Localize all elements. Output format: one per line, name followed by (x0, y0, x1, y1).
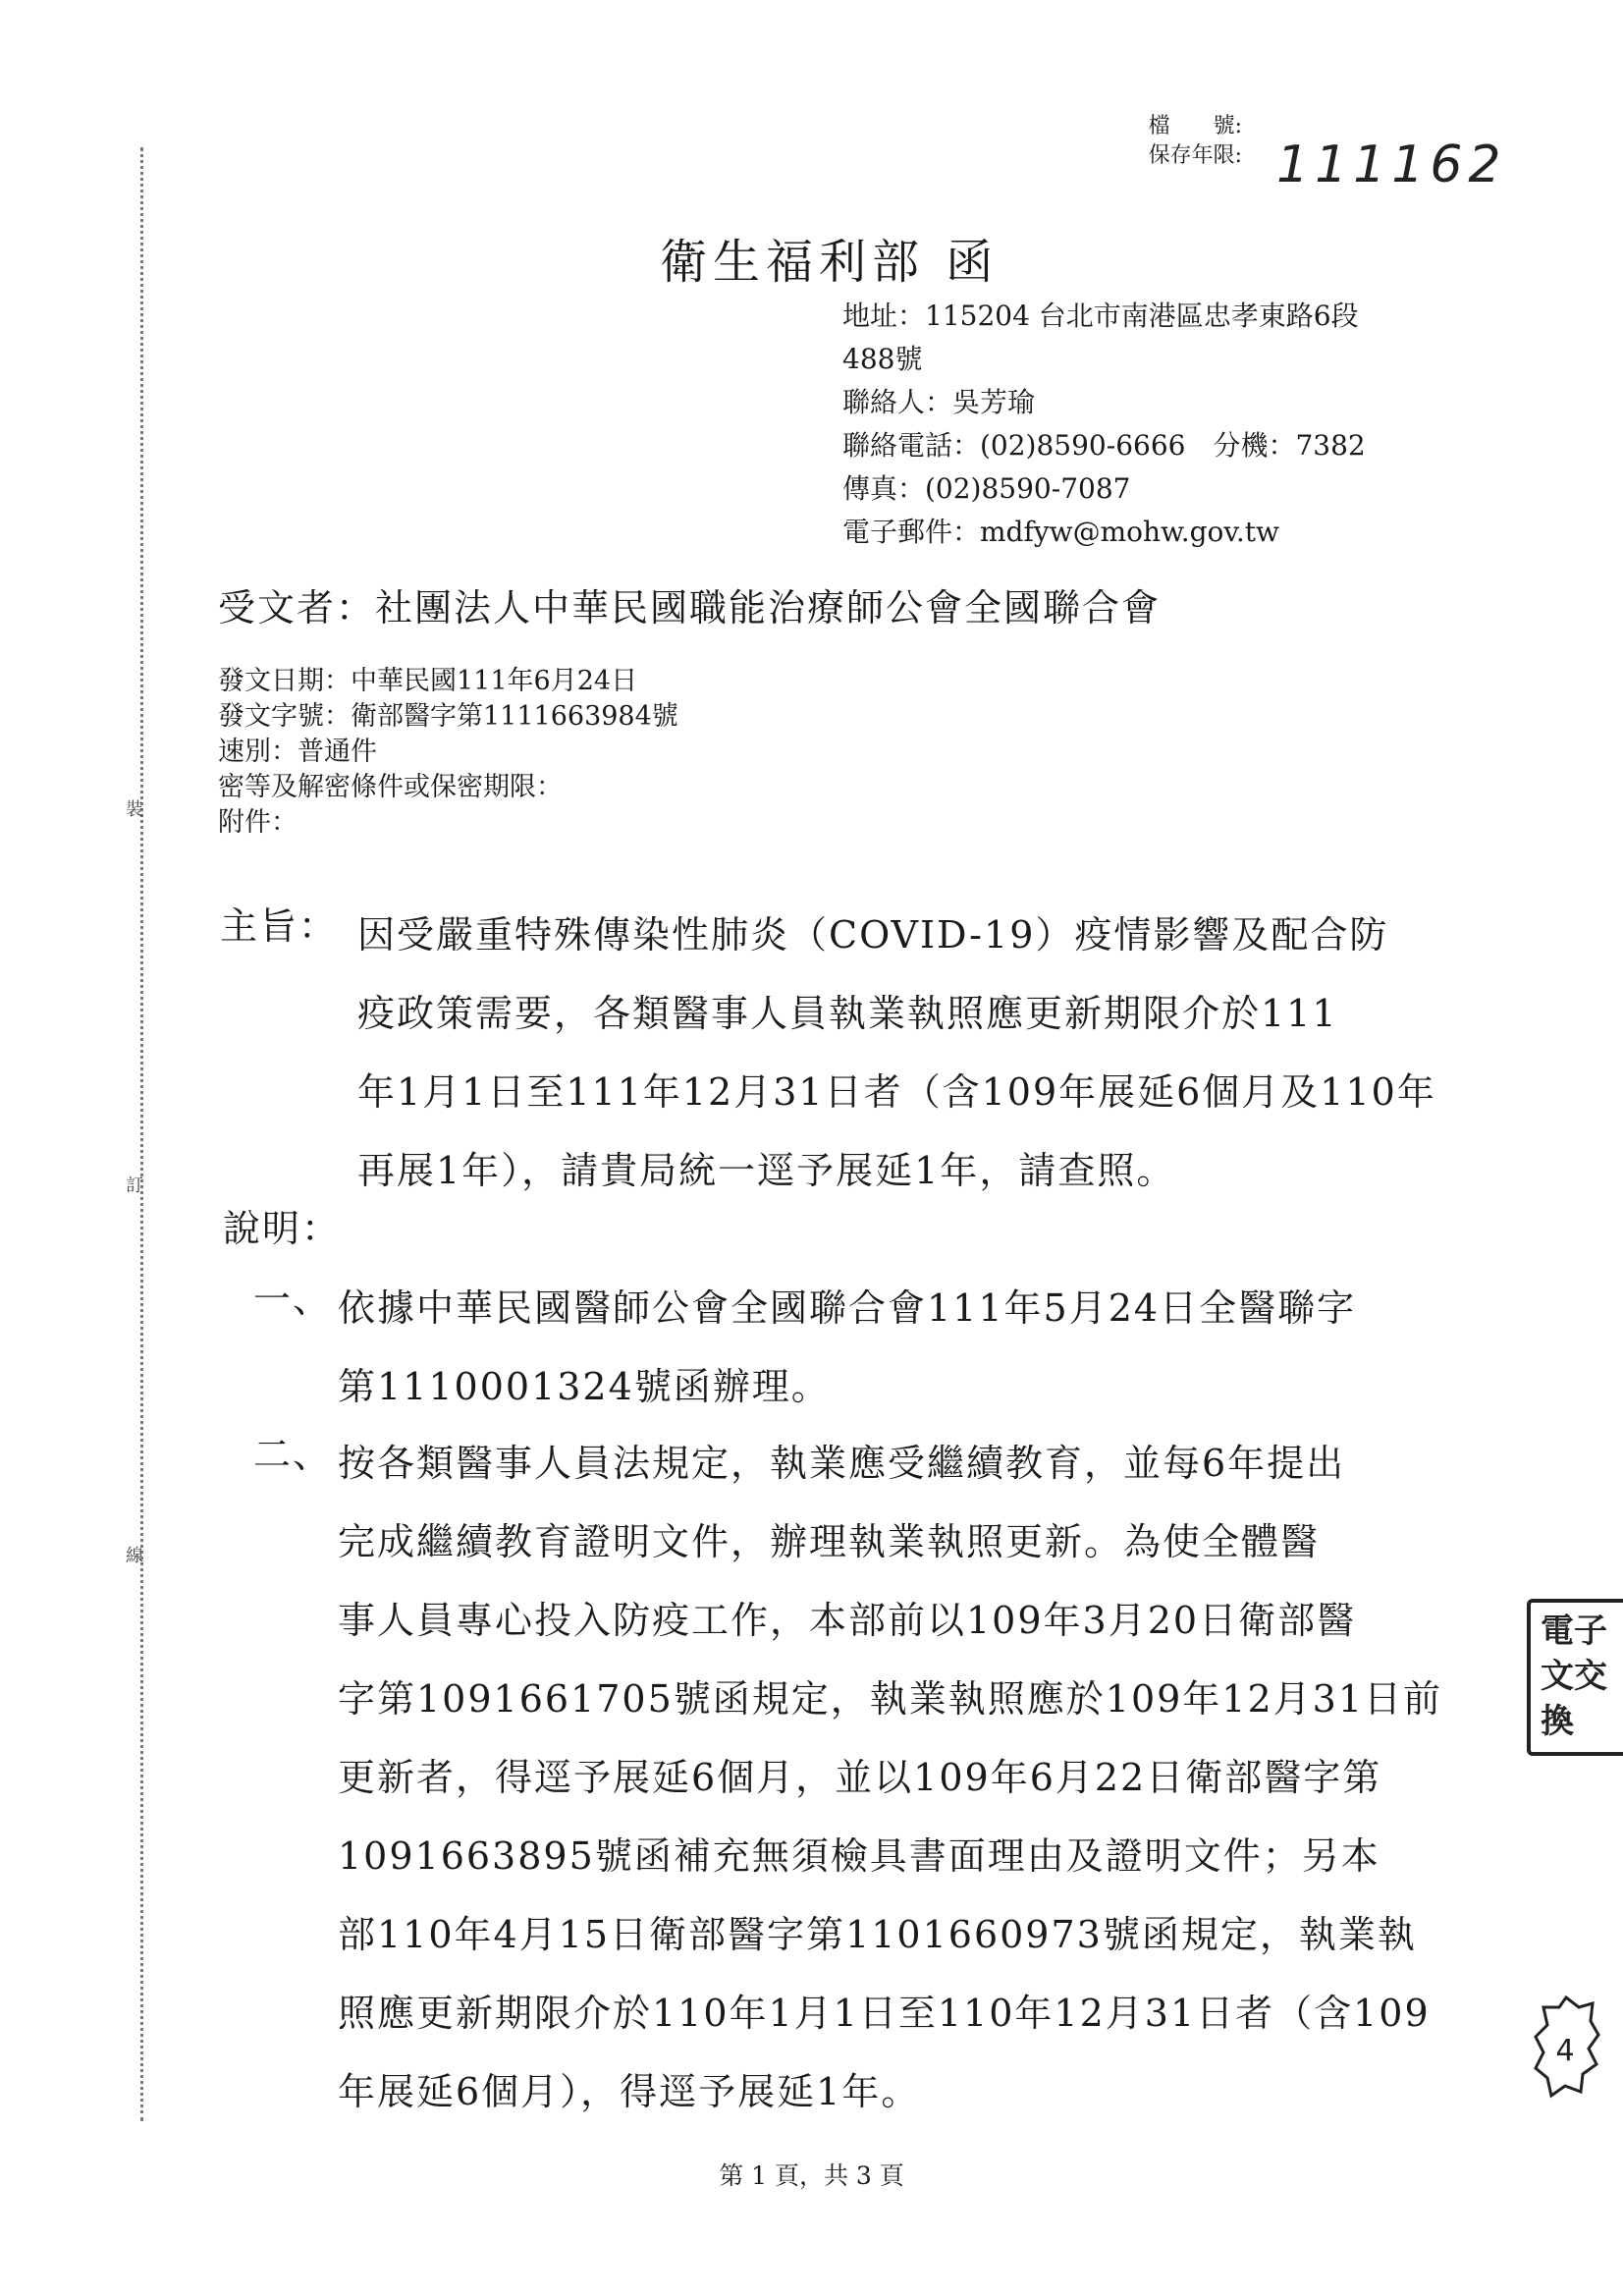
explanation-line: 字第1091661705號函規定，執業執照應於109年12月31日前 (338, 1677, 1443, 1721)
subject-body (357, 896, 1436, 1210)
subject-line: 因受嚴重特殊傳染性肺炎（COVID-19）疫情影響及配合防 (357, 913, 1389, 957)
retention-label: 保存年限: (1148, 143, 1242, 168)
sender-fax: 傳真：(02)8590-7087 (842, 472, 1131, 505)
explanation-line: 1091663895號函補充無須檢具書面理由及證明文件；另本 (338, 1834, 1380, 1878)
binding-mark-xian: 線 (126, 1546, 143, 1566)
explanation-line: 更新者，得逕予展延6個月，並以109年6月22日衛部醫字第 (338, 1756, 1382, 1799)
sender-phone: 聯絡電話：(02)8590-6666 分機：7382 (842, 429, 1366, 462)
file-no-label: 檔 號: (1148, 114, 1242, 138)
explanation-line: 依據中華民國醫師公會全國聯合會111年5月24日全醫聯字 (338, 1286, 1357, 1330)
subject-line: 再展1年），請貴局統一逕予展延1年，請查照。 (357, 1149, 1176, 1192)
subject-label: 主旨： (220, 904, 339, 948)
document-title: 衛生福利部 函 (660, 235, 1000, 290)
svg-text:4: 4 (1555, 2034, 1575, 2068)
explanation-line: 第1110001324號函辦理。 (338, 1365, 831, 1408)
page-seal-icon (1532, 1994, 1600, 2102)
explanation-line: 部110年4月15日衛部醫字第1101660973號函規定，執業執 (338, 1913, 1417, 1956)
explanation-line: 事人員專心投入防疫工作，本部前以109年3月20日衛部醫 (338, 1599, 1357, 1642)
binding-line (140, 147, 143, 2121)
subject-line: 疫政策需要，各類醫事人員執業執照應更新期限介於111 (357, 992, 1338, 1035)
explanation-line: 照應更新期限介於110年1月1日至110年12月31日者（含109 (338, 1992, 1431, 2035)
sender-info (842, 295, 1366, 554)
explanation-line: 年展延6個月），得逕予展延1年。 (338, 2070, 921, 2113)
sender-contact: 聯絡人：吳芳瑜 (842, 386, 1036, 418)
explanation-line: 按各類醫事人員法規定，執業應受繼續教育，並每6年提出 (338, 1442, 1346, 1485)
issue-date: 發文日期：中華民國111年6月24日 (218, 666, 638, 696)
speed-class: 速別：普通件 (218, 737, 377, 767)
sender-email: 電子郵件：mdfyw@mohw.gov.tw (842, 516, 1280, 548)
explanation-item-number: 一、 (253, 1278, 333, 1321)
attachment: 附件： (218, 807, 298, 838)
handwritten-note: 111162 (1276, 136, 1507, 194)
explanation-label: 說明： (223, 1207, 342, 1250)
document-meta (218, 664, 678, 841)
file-box (1124, 112, 1242, 171)
sender-address-line1: 地址：115204 台北市南港區忠孝東路6段 (842, 300, 1359, 332)
page-footer: 第 1 頁，共 3 頁 (719, 2161, 904, 2190)
document-number: 發文字號：衛部醫字第1111663984號 (218, 701, 678, 732)
explanation-item-1 (338, 1269, 1356, 1426)
recipient: 受文者：社團法人中華民國職能治療師公會全國聯合會 (218, 586, 1162, 629)
subject-line: 年1月1日至111年12月31日者（含109年展延6個月及110年 (357, 1070, 1436, 1114)
binding-mark-ding: 訂 (126, 1175, 143, 1196)
explanation-line: 完成繼續教育證明文件，辦理執業執照更新。為使全體醫 (338, 1520, 1321, 1563)
electronic-exchange-stamp: 電子文交換 (1527, 1599, 1623, 1756)
binding-mark-zhuang: 裝 (126, 799, 143, 820)
explanation-item-2 (338, 1424, 1442, 2131)
secrecy-level: 密等及解密條件或保密期限： (218, 772, 563, 802)
sender-address-line2: 488號 (842, 343, 923, 375)
explanation-item-number: 二、 (253, 1433, 333, 1476)
